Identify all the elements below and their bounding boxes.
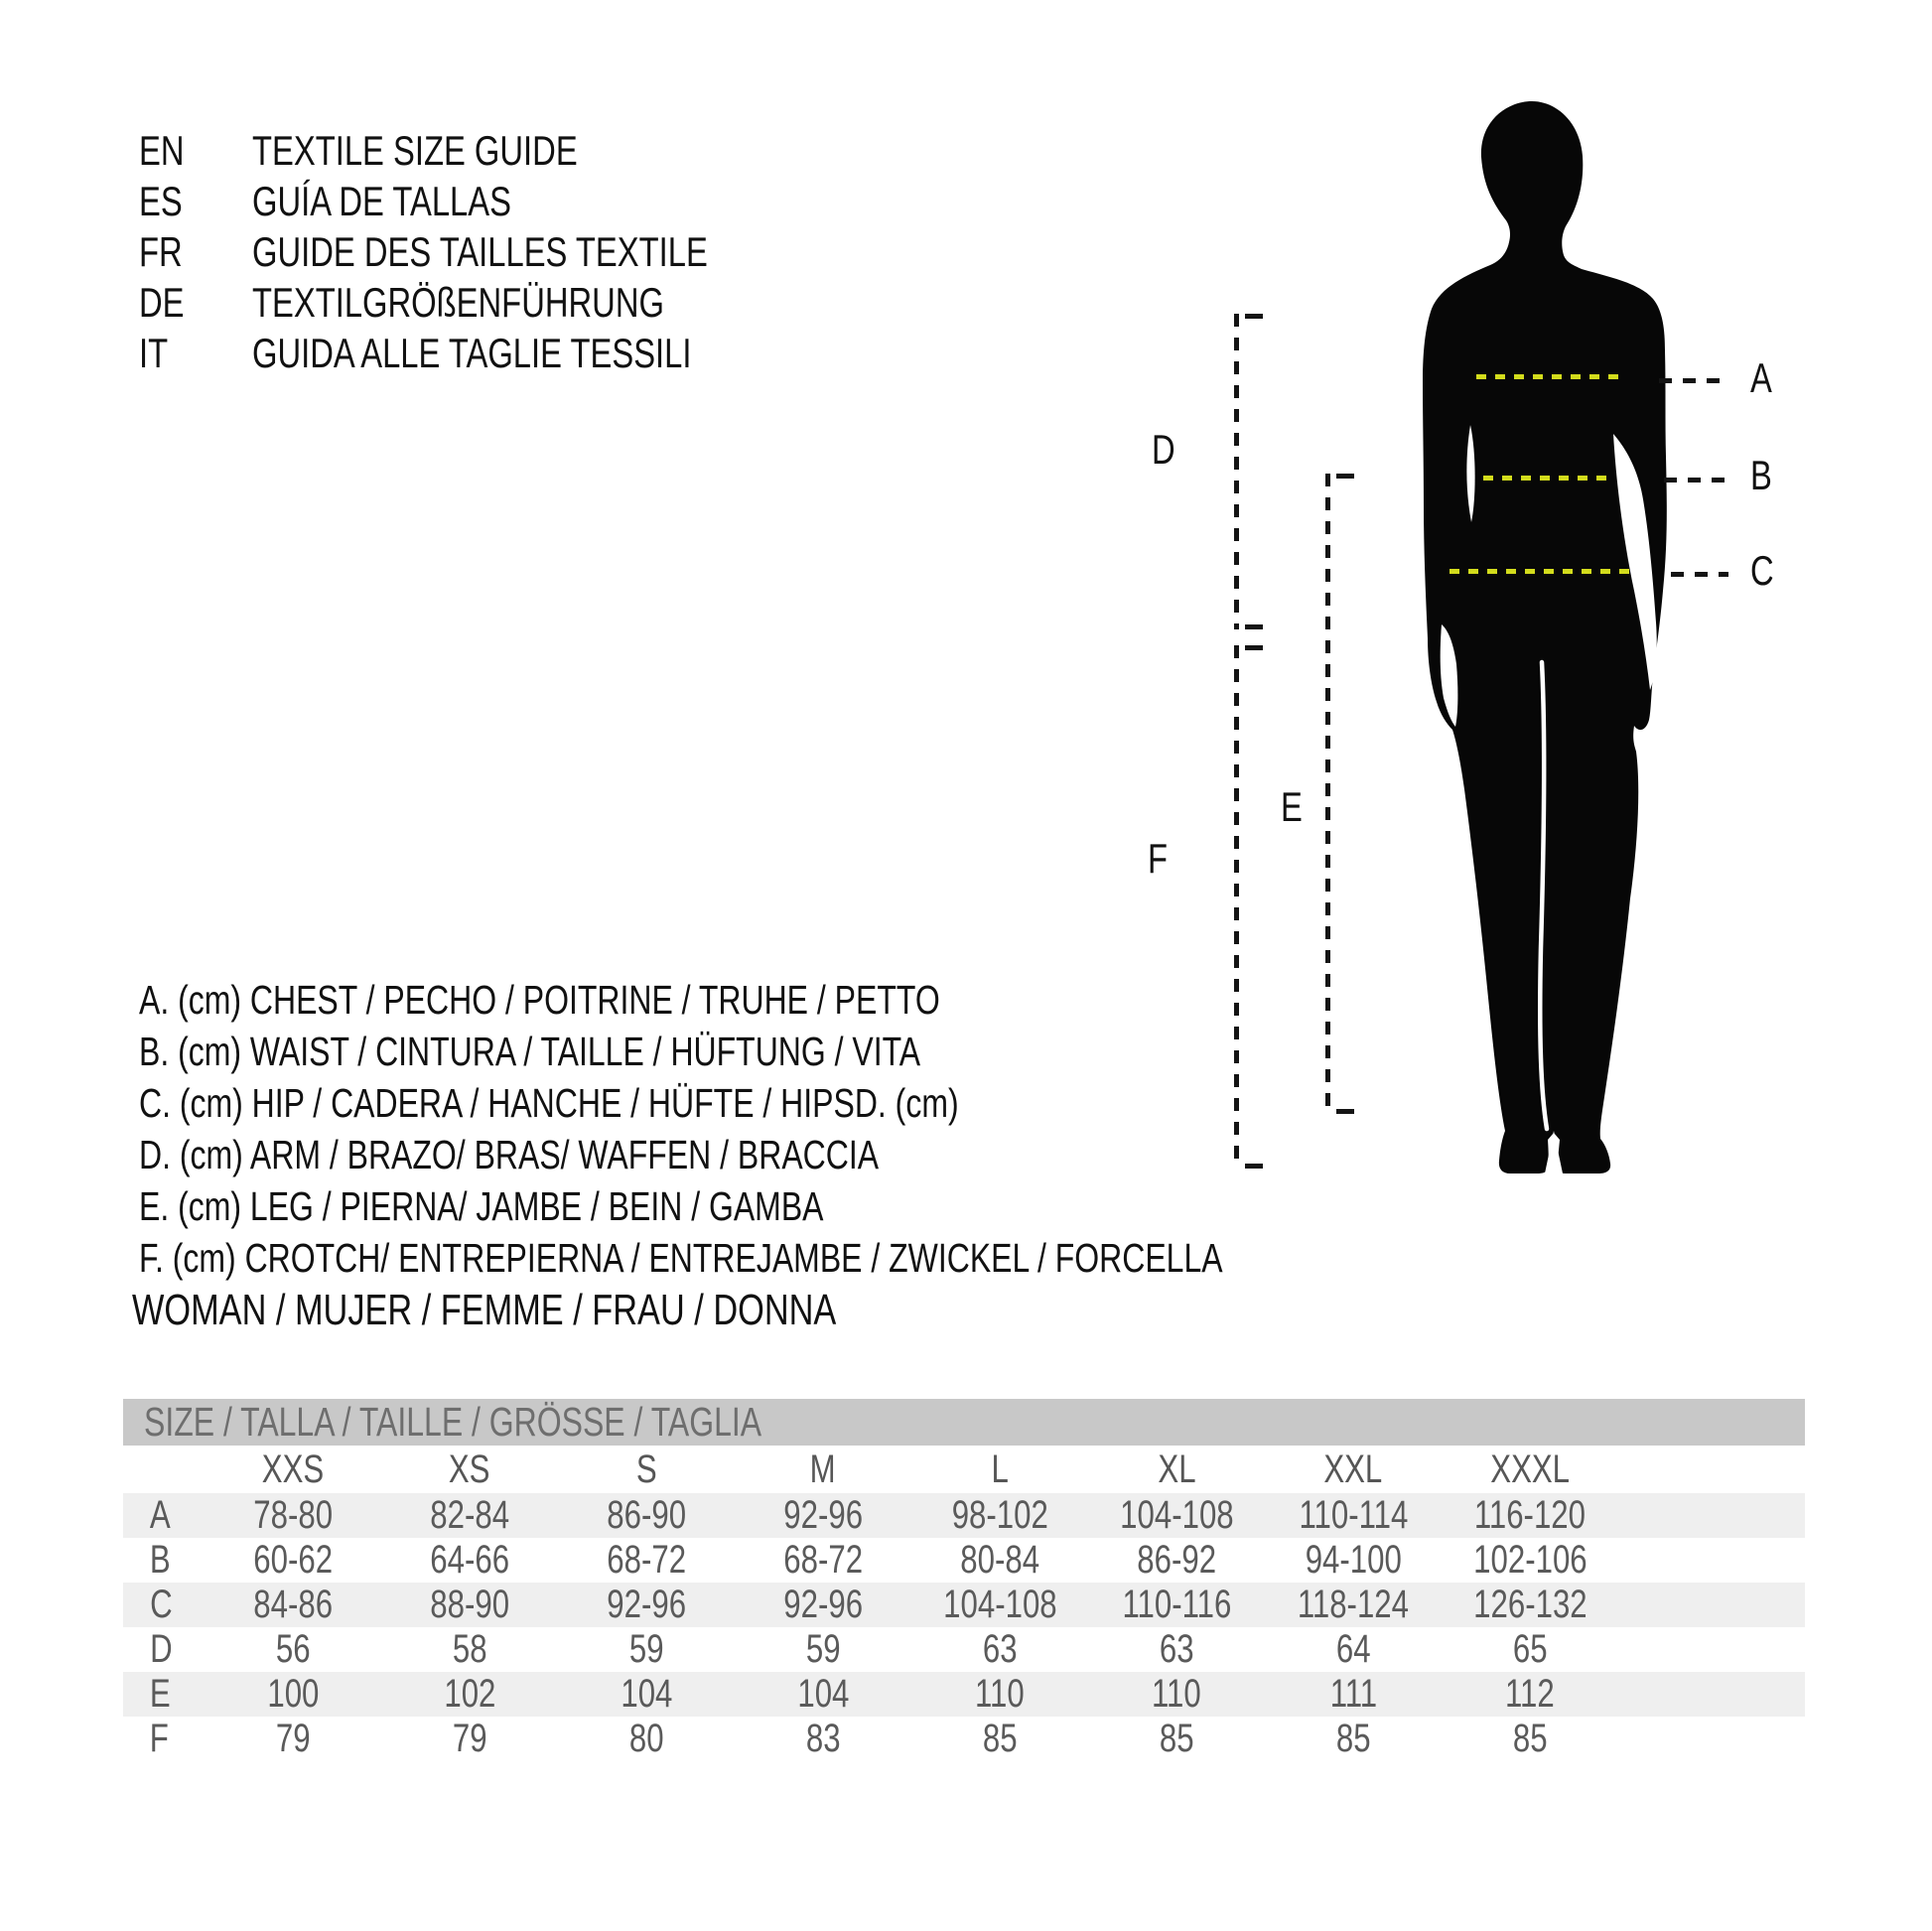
table-row-crotch: F 79 79 80 83 85 85 85 85: [149, 1717, 1548, 1760]
lang-code-de: DE: [139, 279, 185, 326]
hip-leader-dash: [1671, 572, 1728, 577]
size-col-xl: XL: [1157, 1447, 1196, 1491]
callout-letter-f: F: [1148, 835, 1169, 882]
size-col-s: S: [635, 1447, 657, 1491]
arm-dimension-line: [1234, 314, 1239, 629]
waist-measure-dash: [1483, 476, 1610, 481]
size-col-xxxl: XXXL: [1490, 1447, 1570, 1491]
callout-letter-d: D: [1152, 426, 1175, 473]
arm-line-top-tick: [1245, 314, 1263, 319]
lang-title-en: TEXTILE SIZE GUIDE: [252, 127, 578, 174]
table-row-hip: C 84-86 88-90 92-96 92-96 104-108 110-116 118-124 126-132: [123, 1583, 1805, 1627]
lang-row-es: [139, 176, 836, 226]
lang-row-fr: [139, 226, 836, 277]
legend-arm: D. (cm) ARM / BRAZO/ BRAS/ WAFFEN / BRACCIA: [139, 1132, 880, 1177]
leg-line-top-tick: [1336, 474, 1354, 479]
size-header-row: [123, 1446, 1805, 1493]
legend-waist: B. (cm) WAIST / CINTURA / TAILLE / HÜFTUNG / VITA: [139, 1029, 921, 1074]
lang-title-es: GUÍA DE TALLAS: [252, 178, 511, 224]
size-col-xxs: XXS: [261, 1447, 325, 1491]
table-row-chest: A 78-80 82-84 86-90 92-96 98-102 104-108 110-114 116-120: [123, 1493, 1805, 1538]
chest-leader-dash: [1659, 378, 1728, 383]
arm-line-bottom-tick: [1245, 624, 1263, 629]
size-col-l: L: [991, 1447, 1009, 1491]
audience-heading: WOMAN / MUJER / FEMME / FRAU / DONNA: [132, 1286, 837, 1334]
size-col-xs: XS: [449, 1447, 490, 1491]
legend-chest: A. (cm) CHEST / PECHO / POITRINE / TRUHE / PETTO: [139, 977, 940, 1023]
legend-hip: C. (cm) HIP / CADERA / HANCHE / HÜFTE / HIPSD. (cm): [139, 1080, 959, 1126]
lang-code-es: ES: [139, 178, 183, 224]
lang-code-fr: FR: [139, 228, 183, 275]
size-col-xxl: XXL: [1323, 1447, 1383, 1491]
callout-letter-a: A: [1750, 354, 1772, 401]
legend-leg: E. (cm) LEG / PIERNA/ JAMBE / BEIN / GAMBA: [139, 1183, 824, 1229]
lang-row-it: [139, 328, 836, 378]
crotch-line-top-tick: [1245, 645, 1263, 650]
table-row-waist: B 60-62 64-66 68-72 68-72 80-84 86-92 94-100 102-106: [149, 1538, 1587, 1582]
waist-leader-dash: [1664, 478, 1728, 483]
lang-code-it: IT: [139, 330, 169, 376]
lang-row-en: [139, 125, 836, 176]
chest-measure-dash: [1476, 374, 1619, 379]
table-row-leg: E 100 102 104 104 110 110 111 112: [123, 1672, 1805, 1717]
legend-crotch: F. (cm) CROTCH/ ENTREPIERNA / ENTREJAMBE / ZWICKEL / FORCELLA: [139, 1235, 1223, 1281]
lang-title-it: GUIDA ALLE TAGLIE TESSILI: [252, 330, 692, 376]
hip-measure-dash: [1449, 569, 1634, 574]
size-col-m: M: [809, 1447, 836, 1491]
size-table-grid: [123, 1446, 1805, 1761]
size-table-header-bar: SIZE / TALLA / TAILLE / GRÖSSE / TAGLIA: [123, 1399, 1805, 1446]
lang-row-de: [139, 277, 836, 328]
callout-letter-c: C: [1750, 547, 1774, 594]
table-row-arm: D 56 58 59 59 63 63 64 65: [150, 1627, 1548, 1671]
size-table: [123, 1399, 1805, 1761]
lang-title-fr: GUIDE DES TAILLES TEXTILE: [252, 228, 708, 275]
lang-title-de: TEXTILGRÖßENFÜHRUNG: [252, 279, 664, 326]
language-title-block: [139, 125, 836, 378]
callout-letter-b: B: [1750, 452, 1772, 498]
measurement-legend: [139, 974, 1528, 1284]
callout-letter-e: E: [1281, 783, 1303, 830]
lang-code-en: EN: [139, 127, 185, 174]
